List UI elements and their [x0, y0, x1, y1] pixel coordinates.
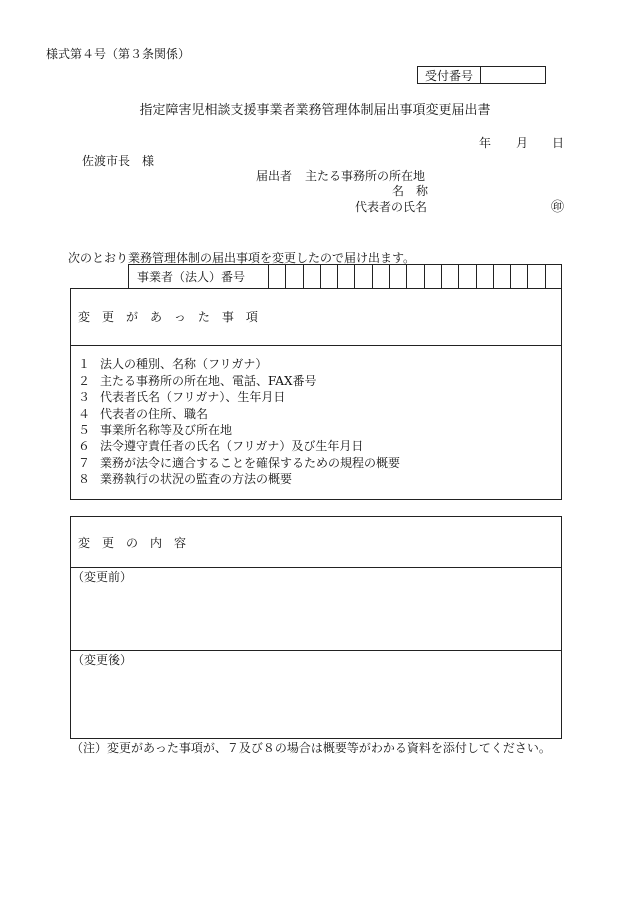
- before-field[interactable]: [72, 586, 560, 648]
- business-number-digit-cell[interactable]: [424, 264, 425, 289]
- date-year: 年: [479, 136, 492, 150]
- changed-items-heading: 変更があった事項: [78, 310, 270, 324]
- list-item: [78, 391, 285, 403]
- intro-text: 次のとおり業務管理体制の届出事項を変更したので届け出ます。: [68, 251, 416, 265]
- business-number-digit-cell[interactable]: [406, 264, 407, 289]
- office-address-label: 主たる事務所の所在地: [305, 169, 426, 183]
- item-number: ５: [78, 423, 91, 437]
- item-text: 主たる事務所の所在地、電話、FAX番号: [100, 374, 317, 388]
- item-text: 代表者氏名（フリガナ）、生年月日: [100, 390, 286, 404]
- business-number-digit-cell[interactable]: [389, 264, 390, 289]
- change-content-heading: 変更の内容: [78, 536, 199, 550]
- business-number-digit-cell[interactable]: [285, 264, 286, 289]
- business-number-digit-cell[interactable]: [545, 264, 546, 289]
- receipt-number-label: 受付番号: [425, 69, 474, 83]
- after-label: （変更後）: [72, 653, 133, 667]
- business-number-digit-cell[interactable]: [510, 264, 511, 289]
- receipt-number-box: [417, 66, 546, 84]
- list-item: [78, 440, 363, 452]
- after-field[interactable]: [72, 669, 560, 737]
- list-item: [78, 473, 292, 485]
- business-number-digit-cell[interactable]: [458, 264, 459, 289]
- item-text: 代表者の住所、職名: [100, 407, 209, 421]
- item-text: 業務が法令に適合することを確保するための規程の概要: [100, 456, 401, 470]
- page-title: 指定障害児相談支援事業者業務管理体制届出事項変更届出書: [139, 103, 491, 118]
- item-number: ２: [78, 374, 91, 388]
- seal-mark: ㊞: [551, 200, 565, 215]
- business-number-digit-cell[interactable]: [527, 264, 528, 289]
- business-number-digit-cell[interactable]: [476, 264, 477, 289]
- item-number: ８: [78, 472, 91, 486]
- business-number-digit-cell[interactable]: [268, 264, 269, 289]
- business-number-label: 事業者（法人）番号: [137, 270, 246, 284]
- business-number-digit-cell[interactable]: [354, 264, 355, 289]
- before-label: （変更前）: [72, 570, 133, 584]
- item-text: 業務執行の状況の監査の方法の概要: [100, 472, 293, 486]
- list-item: [78, 424, 232, 436]
- list-item: [78, 408, 208, 420]
- item-number: ６: [78, 439, 91, 453]
- list-item: [78, 375, 317, 387]
- business-number-row: [128, 264, 562, 289]
- business-number-digit-cell[interactable]: [303, 264, 304, 289]
- list-item: [78, 457, 400, 469]
- date-day: 日: [552, 136, 565, 150]
- business-number-digit-cell[interactable]: [493, 264, 494, 289]
- item-text: 法令遵守責任者の氏名（フリガナ）及び生年月日: [100, 439, 364, 453]
- date-month: 月: [516, 136, 529, 150]
- applicant-name-label: 名 称: [392, 184, 429, 198]
- item-number: ４: [78, 407, 91, 421]
- business-number-digit-cell[interactable]: [441, 264, 442, 289]
- list-item: [78, 358, 267, 370]
- business-number-digit-cell[interactable]: [372, 264, 373, 289]
- item-number: ３: [78, 390, 91, 404]
- representative-label: 代表者の氏名: [355, 200, 428, 214]
- footnote: （注）変更があった事項が、７及び８の場合は概要等がわかる資料を添付してください。: [71, 741, 551, 755]
- business-number-digit-cell[interactable]: [337, 264, 338, 289]
- form-number: 様式第４号（第３条関係）: [46, 47, 191, 61]
- item-number: ７: [78, 456, 91, 470]
- item-text: 法人の種別、名称（フリガナ）: [100, 357, 268, 371]
- item-number: １: [78, 357, 91, 371]
- item-text: 事業所名称等及び所在地: [100, 423, 233, 437]
- business-number-digit-cell[interactable]: [320, 264, 321, 289]
- applicant-label: 届出者: [256, 169, 293, 183]
- addressee: 佐渡市長 様: [82, 154, 155, 168]
